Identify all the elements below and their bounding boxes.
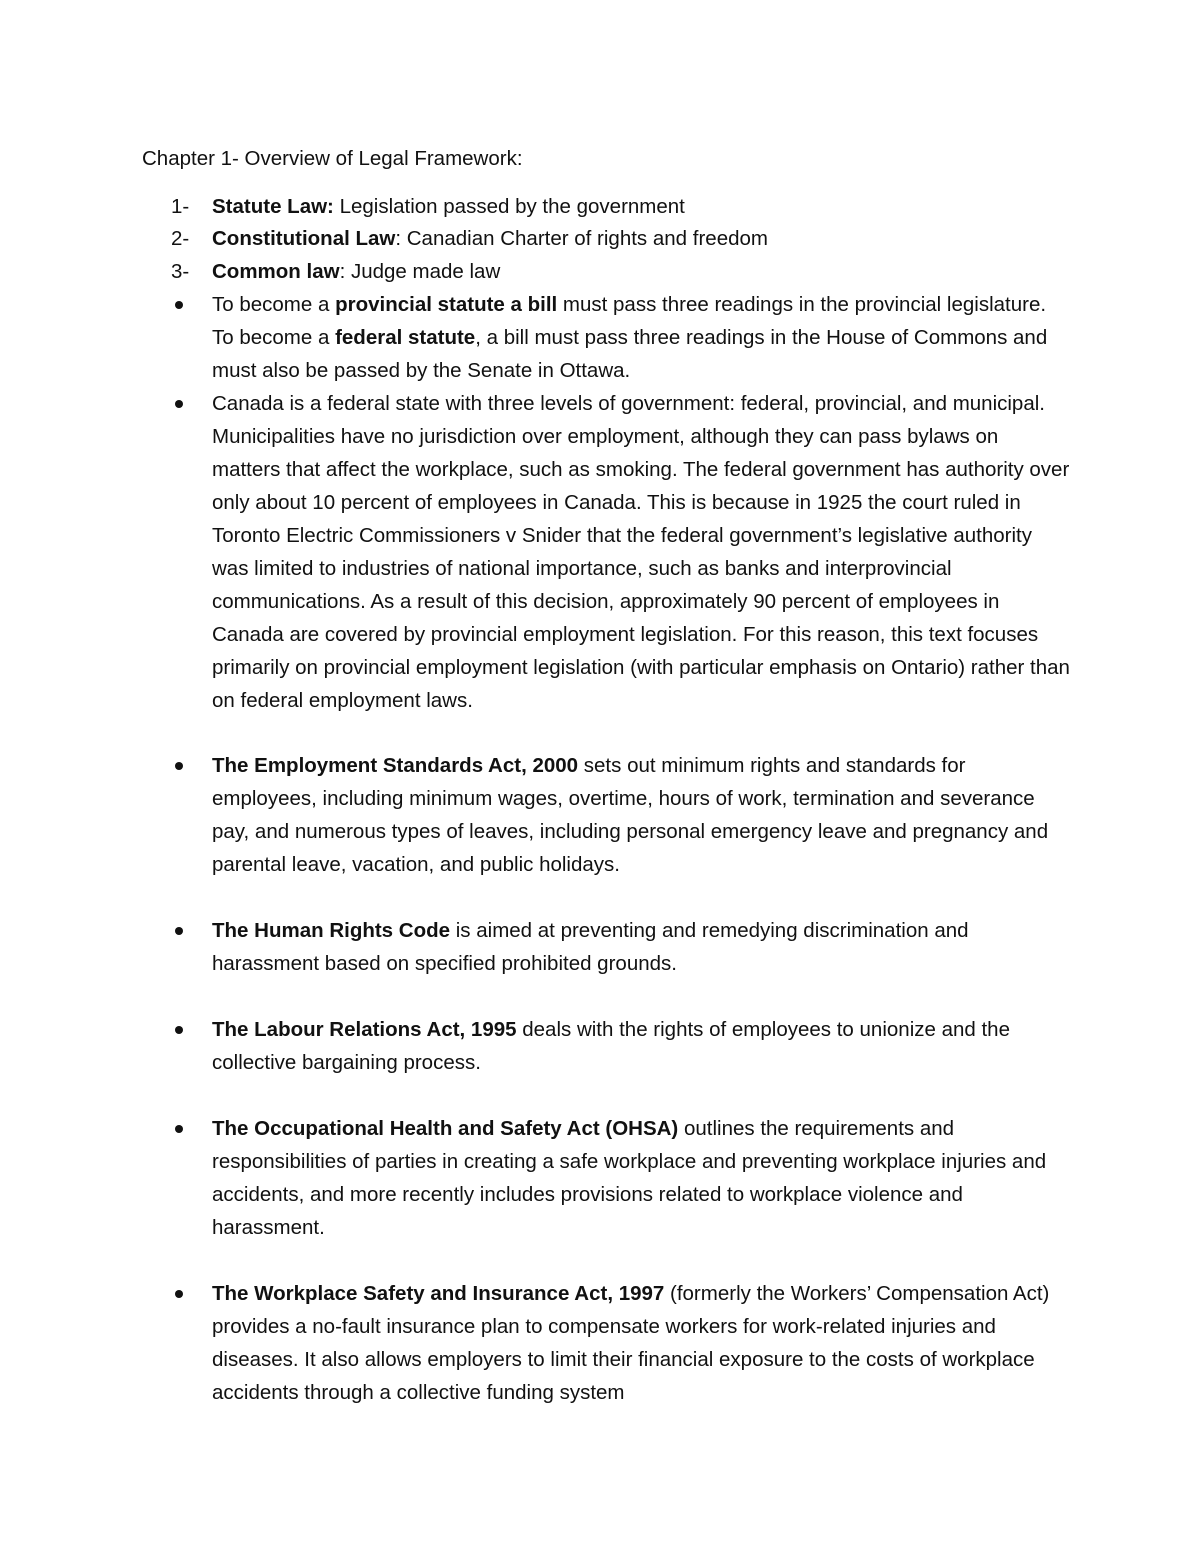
term-definition: : Canadian Charter of rights and freedom bbox=[395, 227, 768, 250]
bullet-text: Canada is a federal state with three levels of government: federal, provincial, and municipal. Municipalities have no jurisdiction over employment, although they can pass bylaws on matters that affect the workplace, such as smoking. The federal government has authority over only about 10 percent of employees in Canada. This is because in 1925 the court ruled in Toronto Electric Commissioners v Snider that the federal government’s legislative authority was limited to industries of national importance, such as banks and interprovincial communications. As a result of this decision, approximately 90 percent of employees in Canada are covered by provincial employment legislation. For this reason, this text focuses primarily on provincial employment legislation (with particular emphasis on Ontario) rather than on federal employment laws. bbox=[212, 392, 1070, 712]
act-name: The Labour Relations Act, 1995 bbox=[212, 1018, 517, 1041]
bullet-icon bbox=[175, 927, 183, 935]
bullet-text: To become a bbox=[212, 293, 336, 316]
bullet-item-human-rights-code bbox=[212, 914, 1072, 980]
bullet-item-employment-standards-act bbox=[212, 749, 1072, 881]
act-name: The Employment Standards Act, 2000 bbox=[212, 754, 579, 777]
act-description: (formerly the Workers’ Compensation Act) provides a no-fault insurance plan to compensate workers for work-related injuries and diseases. It also allows employers to limit their financial exposure to the costs of workplace accidents through a collective funding system bbox=[212, 1282, 1050, 1404]
bullet-item-ohsa bbox=[212, 1112, 1072, 1244]
numbered-item-statute-law bbox=[171, 190, 1072, 223]
act-description: is aimed at preventing and remedying discrimination and harassment based on specified prohibited grounds. bbox=[212, 919, 969, 975]
bullet-text: must pass three readings in the provincial legislature. To become a bbox=[212, 293, 1047, 349]
bullet-item-workplace-safety-insurance-act bbox=[212, 1277, 1072, 1409]
term-definition: Legislation passed by the government bbox=[333, 195, 685, 218]
act-name: The Human Rights Code bbox=[212, 919, 451, 942]
act-description: outlines the requirements and responsibilities of parties in creating a safe workplace and preventing workplace injuries and accidents, and more recently includes provisions related to workplace violence and harassment. bbox=[212, 1117, 1047, 1239]
list-number: 2- bbox=[171, 227, 190, 250]
term-bold: Statute Law: bbox=[212, 195, 334, 218]
bullet-icon bbox=[175, 1026, 183, 1034]
act-name: The Occupational Health and Safety Act (OHSA) bbox=[212, 1117, 679, 1140]
numbered-item-constitutional-law bbox=[171, 222, 1072, 255]
bullet-item-federal-state bbox=[212, 387, 1072, 717]
act-name: The Workplace Safety and Insurance Act, 1997 bbox=[212, 1282, 665, 1305]
bullet-icon bbox=[175, 1125, 183, 1133]
bold-term: provincial statute a bill bbox=[335, 293, 558, 316]
page-title: Chapter 1- Overview of Legal Framework: bbox=[142, 147, 523, 170]
bullet-icon bbox=[175, 762, 183, 770]
act-description: deals with the rights of employees to unionize and the collective bargaining process. bbox=[212, 1018, 1010, 1074]
bold-term: federal statute bbox=[335, 326, 476, 349]
list-number: 1- bbox=[171, 195, 190, 218]
list-number: 3- bbox=[171, 260, 190, 283]
term-definition: : Judge made law bbox=[339, 260, 501, 283]
bullet-text: , a bill must pass three readings in the House of Commons and must also be passed by the Senate in Ottawa. bbox=[212, 326, 1048, 382]
term-bold: Constitutional Law bbox=[212, 227, 396, 250]
bullet-item-labour-relations-act bbox=[212, 1013, 1072, 1079]
numbered-item-common-law bbox=[171, 255, 1072, 288]
bullet-icon bbox=[175, 301, 183, 309]
bullet-item-statutes bbox=[212, 288, 1072, 387]
bullet-icon bbox=[175, 400, 183, 408]
bullet-icon bbox=[175, 1290, 183, 1298]
act-description: sets out minimum rights and standards for employees, including minimum wages, overtime, hours of work, termination and severance pay, and numerous types of leaves, including personal emergency leave and pregnancy and parental leave, vacation, and public holidays. bbox=[212, 754, 1049, 876]
term-bold: Common law bbox=[212, 260, 340, 283]
